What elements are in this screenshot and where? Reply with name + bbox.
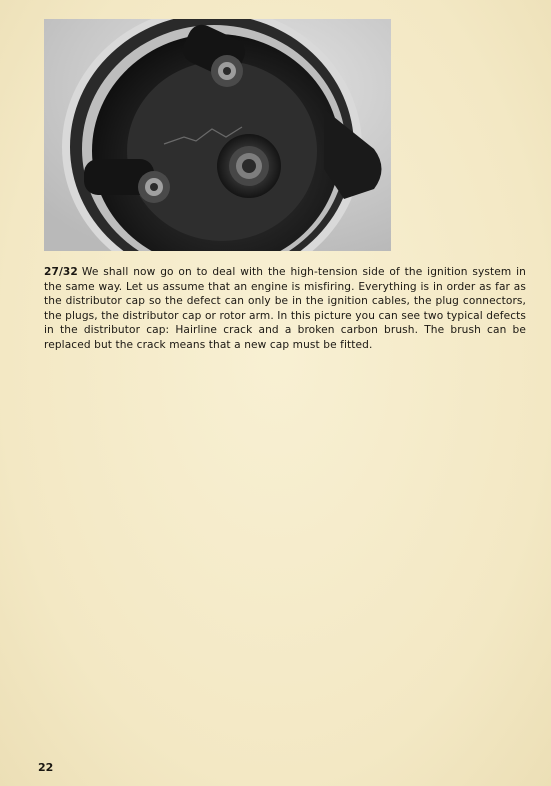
page-number: 22 bbox=[38, 761, 54, 774]
figure-caption bbox=[44, 265, 526, 353]
caption-text: We shall now go on to deal with the high-tension side of the ignition system in the same way. Let us assume that an engine is misfiring. Everything is in order as far as the distributor cap so the defect can only be in the ignition cables, the plug connectors, the plugs, the distributor cap or rotor arm. In this picture you can see two typical defects in the distributor cap: Hairline crack and a broken carbon brush. The brush can be replaced but the crack means that a new cap must be fitted. bbox=[44, 266, 526, 351]
distributor-cap-photo bbox=[44, 19, 391, 251]
figure-reference: 27/32 bbox=[44, 266, 78, 278]
